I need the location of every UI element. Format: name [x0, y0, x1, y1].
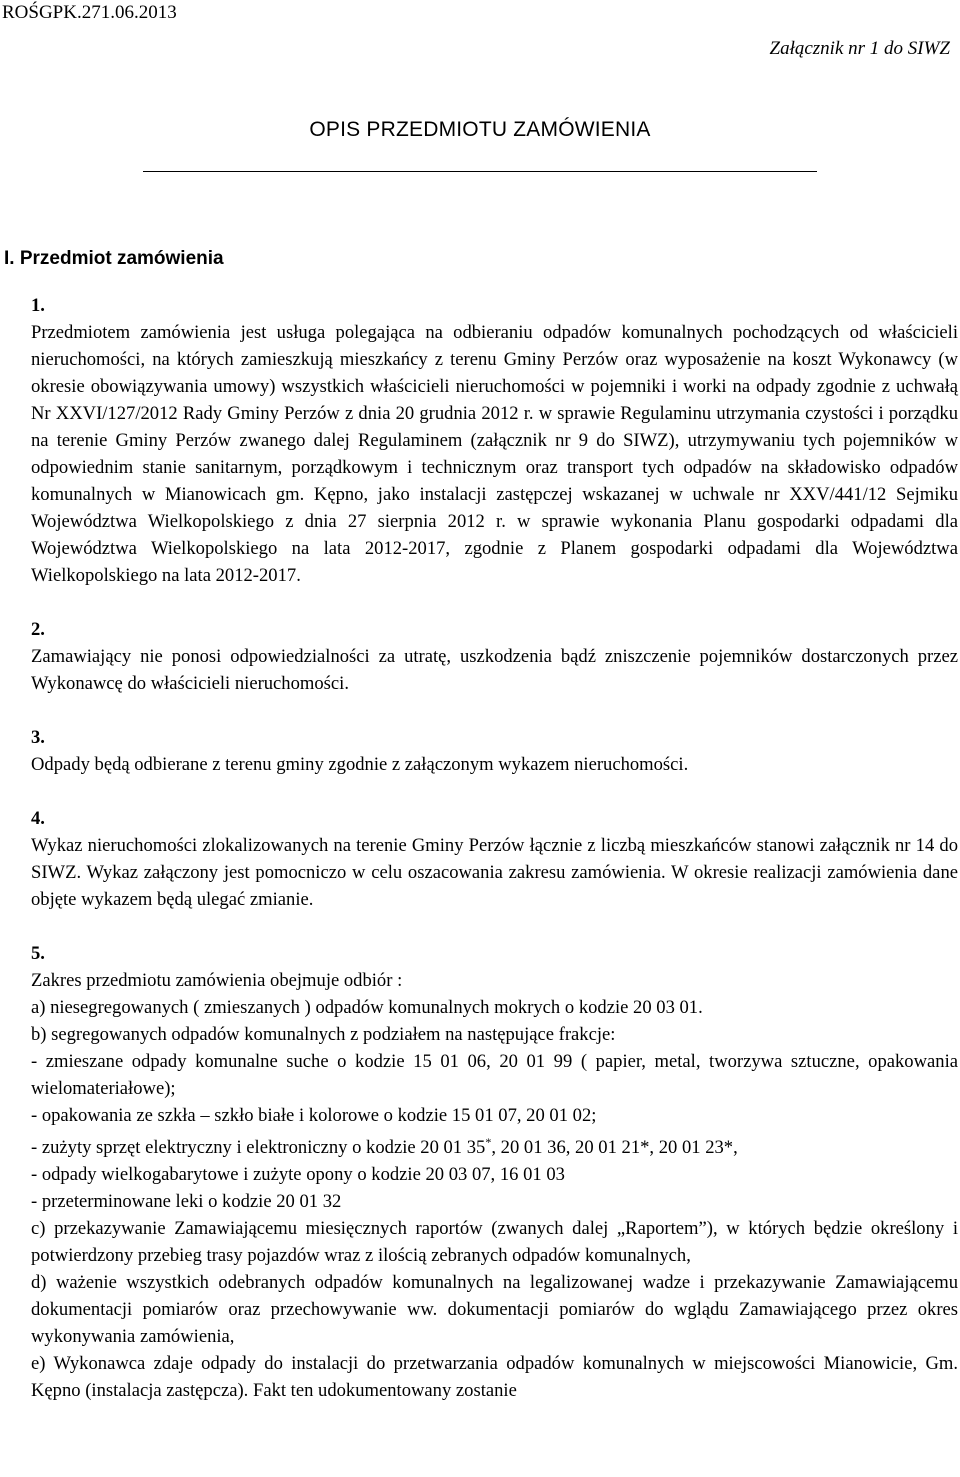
spacer: [31, 697, 958, 724]
scope-item-e: e) Wykonawca zdaje odpady do instalacji do przetwarzania odpadów komunalnych w miejscowości Mianowicie, Gm. Kępno (instalacja zastępcza). Fakt ten udokumentowany zostanie: [31, 1353, 958, 1402]
spacer: [31, 589, 958, 616]
item-text: Zamawiający nie ponosi odpowiedzialności za utratę, uszkodzenia bądź zniszczenie pojemników dostarczonych przez Wykonawcę do właścicieli nieruchomości.: [31, 646, 958, 694]
item-number: 1.: [31, 295, 45, 316]
section-heading: I. Przedmiot zamówienia: [4, 248, 224, 269]
title-divider: [143, 171, 817, 172]
item-text: Wykaz nieruchomości zlokalizowanych na terenie Gminy Perzów łącznie z liczbą mieszkańców stanowi załącznik nr 14 do SIWZ. Wykaz załączony jest pomocniczo w celu oszacowania zakresu zamówienia. W okresie realizacji zamówienia dane objęte wykazem będą ulegać zmianie.: [31, 835, 958, 910]
annex-label: Załącznik nr 1 do SIWZ: [769, 38, 950, 59]
fraction-item-electro: [31, 1129, 958, 1161]
fraction-item: - przeterminowane leki o kodzie 20 01 32: [31, 1191, 342, 1213]
scope-item-d: d) ważenie wszystkich odebranych odpadów komunalnych na legalizowanej wadze i przekazywanie Zamawiającemu dokumentacji pomiarów oraz przechowywanie ww. dokumentacji pomiarów do wglądu Zamawiającego przez okres wykonywania zamówienia,: [31, 1272, 958, 1348]
fraction-item: - opakowania ze szkła – szkło białe i kolorowe o kodzie 15 01 07, 20 01 02;: [31, 1105, 597, 1126]
item-text: Zakres przedmiotu zamówienia obejmuje odbiór :: [31, 970, 403, 991]
item-text: Przedmiotem zamówienia jest usługa polegająca na odbieraniu odpadów komunalnych pochodzących od właścicieli nieruchomości, na których zamieszkują mieszkańcy z terenu Gminy Perzów oraz wyposażenie na koszt Wykonawcy (w okresie obowiązywania umowy) wszystkich właścicieli nieruchomości w pojemniki i worki na odpady zgodnie z uchwałą Nr XXVI/127/2012 Rady Gminy Perzów z dnia 20 grudnia 2012 r. w sprawie Regulaminu utrzymania czystości i porządku na terenie Gminy Perzów zwanego dalej Regulaminem (załącznik nr 9 do SIWZ), utrzymywaniu tych pojemników w odpowiednim stanie sanitarnym, porządkowym i technicznym oraz transport tych odpadów na składowisko odpadów komunalnych w Mianowicach gm. Kępno, jako instalacji zastępczej wskazanej w uchwale nr XXV/441/12 Sejmiku Województwa Wielkopolskiego z dnia 27 sierpnia 2012 r. w sprawie wykonania Planu gospodarki odpadami dla Województwa Wielkopolskiego na lata 2012-2017, zgodnie z Planem gospodarki odpadami dla Województwa Wielkopolskiego na lata 2012-2017.: [31, 322, 958, 586]
spacer: [31, 778, 958, 805]
spacer: [31, 913, 958, 940]
item-number: 4.: [31, 808, 45, 829]
scope-item-c: c) przekazywanie Zamawiającemu miesięcznych raportów (zwanych dalej „Raportem”), w których będzie określony i potwierdzony przebieg trasy pojazdów wraz z ilością zebranych odpadów komunalnych,: [31, 1218, 958, 1267]
fraction-text: - zużyty sprzęt elektryczny i elektroniczny o kodzie 20 01 35: [31, 1137, 486, 1159]
scope-item-a: a) niesegregowanych ( zmieszanych ) odpadów komunalnych mokrych o kodzie 20 03 01.: [31, 997, 703, 1018]
item-number: 3.: [31, 727, 45, 748]
item-text: Odpady będą odbierane z terenu gminy zgodnie z załączonym wykazem nieruchomości.: [31, 754, 689, 775]
footnote-marker: *: [485, 1135, 492, 1149]
fraction-item: - odpady wielkogabarytowe i zużyte opony o kodzie 20 03 07, 16 01 03: [31, 1164, 565, 1186]
item-number: 2.: [31, 619, 45, 640]
scope-item-b: b) segregowanych odpadów komunalnych z podziałem na następujące frakcje:: [31, 1024, 616, 1045]
document-title: OPIS PRZEDMIOTU ZAMÓWIENIA: [309, 118, 651, 141]
document-body: [31, 292, 958, 1404]
document-reference: ROŚGPK.271.06.2013: [2, 2, 177, 23]
fraction-item: - zmieszane odpady komunalne suche o kodzie 15 01 06, 20 01 99 ( papier, metal, tworzywa sztuczne, opakowania wielomateriałowe);: [31, 1051, 958, 1099]
item-number: 5.: [31, 943, 45, 964]
fraction-text: , 20 01 36, 20 01 21*, 20 01 23*,: [491, 1137, 738, 1159]
